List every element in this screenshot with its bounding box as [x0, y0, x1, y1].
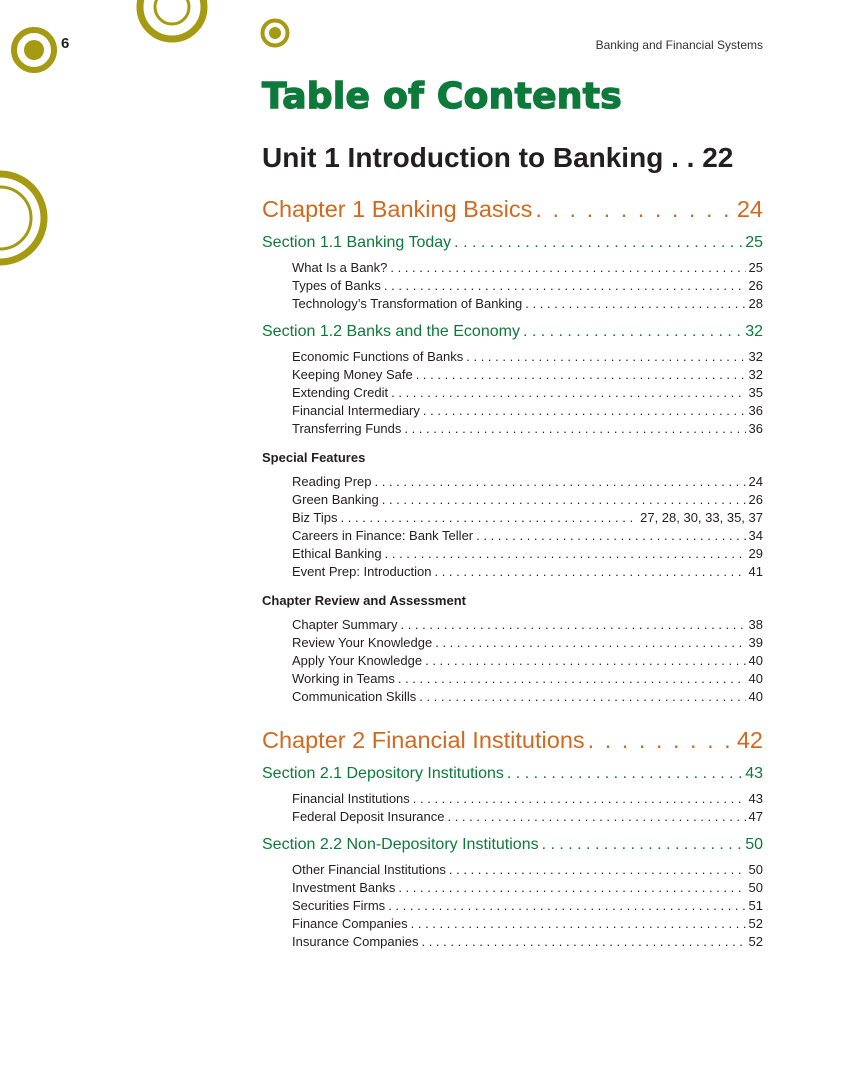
dot-leader	[391, 384, 745, 402]
toc-item-page: 36	[748, 421, 763, 436]
section-page: 43	[745, 765, 763, 782]
toc-item-label: Insurance Companies	[292, 934, 419, 949]
dot-leader	[449, 861, 746, 879]
toc-item-page: 32	[748, 367, 763, 382]
toc-item-label: What Is a Bank?	[292, 260, 388, 275]
dot-leader	[425, 652, 745, 670]
toc-item[interactable]	[262, 897, 763, 915]
dot-leader	[588, 723, 734, 757]
toc-item-label: Financial Intermediary	[292, 403, 420, 418]
ring-icon-header	[259, 17, 291, 49]
ring-icon-small	[9, 25, 59, 75]
toc-item[interactable]	[262, 563, 763, 581]
toc-item-label: Ethical Banking	[292, 546, 382, 561]
chapter-review-heading: Chapter Review and Assessment	[262, 593, 466, 608]
toc-item-label: Finance Companies	[292, 916, 408, 931]
section-1-1-items	[262, 259, 763, 313]
dot-leader	[523, 321, 742, 343]
toc-item-page: 51	[748, 898, 763, 913]
toc-item-label: Types of Banks	[292, 278, 381, 293]
section-2-2-items	[262, 861, 763, 951]
toc-item[interactable]	[262, 915, 763, 933]
dot-leader	[390, 259, 745, 277]
toc-item-page: 29	[748, 546, 763, 561]
toc-item-label: Apply Your Knowledge	[292, 653, 423, 668]
toc-content	[262, 138, 763, 953]
toc-item[interactable]	[262, 384, 763, 402]
dot-leader	[435, 634, 745, 652]
ring-icon-left	[0, 170, 56, 266]
dot-leader	[413, 790, 746, 808]
toc-item-page: 41	[748, 564, 763, 579]
toc-item[interactable]	[262, 527, 763, 545]
section-label: Section 1.2 Banks and the Economy	[262, 323, 520, 340]
toc-item-page: 25	[748, 260, 763, 275]
toc-item[interactable]	[262, 259, 763, 277]
ring-icon-top	[135, 0, 209, 44]
toc-item-label: Financial Institutions	[292, 791, 410, 806]
dot-leader	[454, 232, 742, 254]
toc-item-label: Economic Functions of Banks	[292, 349, 464, 364]
toc-item-label: Event Prep: Introduction	[292, 564, 432, 579]
toc-item-label: Green Banking	[292, 492, 379, 507]
toc-item-page: 52	[748, 934, 763, 949]
toc-item[interactable]	[262, 295, 763, 313]
dot-leader	[476, 527, 745, 545]
section-2-2-entry[interactable]	[262, 834, 763, 856]
chapter-label: Chapter 1 Banking Basics	[262, 196, 533, 222]
section-2-1-entry[interactable]	[262, 763, 763, 785]
dot-leader	[384, 277, 746, 295]
toc-item[interactable]	[262, 808, 763, 826]
special-features-heading: Special Features	[262, 450, 366, 465]
toc-item[interactable]	[262, 348, 763, 366]
dot-leader	[398, 670, 746, 688]
dot-leader	[400, 616, 745, 634]
section-2-1-items	[262, 790, 763, 826]
toc-item-page: 39	[748, 635, 763, 650]
section-page: 32	[745, 323, 763, 340]
toc-item-page: 43	[748, 791, 763, 806]
toc-item[interactable]	[262, 420, 763, 438]
toc-item-page: 26	[748, 278, 763, 293]
toc-item-label: Communication Skills	[292, 689, 417, 704]
toc-item[interactable]	[262, 652, 763, 670]
toc-item[interactable]	[262, 933, 763, 951]
chapter-1-entry[interactable]	[262, 192, 763, 226]
chapter-2-entry[interactable]	[262, 723, 763, 757]
toc-item-page: 40	[748, 671, 763, 686]
toc-item-page: 28	[748, 296, 763, 311]
dot-leader	[398, 879, 745, 897]
toc-item-label: Other Financial Institutions	[292, 862, 446, 877]
toc-item[interactable]	[262, 545, 763, 563]
dot-leader	[507, 763, 742, 785]
chapter-label: Chapter 2 Financial Institutions	[262, 727, 585, 753]
toc-item-label: Chapter Summary	[292, 617, 398, 632]
dot-leader	[466, 348, 745, 366]
toc-item-label: Technology’s Transformation of Banking	[292, 296, 523, 311]
dot-leader	[411, 915, 746, 933]
toc-item[interactable]	[262, 473, 763, 491]
toc-item-label: Keeping Money Safe	[292, 367, 413, 382]
toc-item[interactable]	[262, 366, 763, 384]
dot-leader	[416, 366, 746, 384]
toc-item[interactable]	[262, 861, 763, 879]
section-1-2-entry[interactable]	[262, 321, 763, 343]
toc-item[interactable]	[262, 616, 763, 634]
section-1-2-items	[262, 348, 763, 438]
toc-item[interactable]	[262, 509, 763, 527]
toc-item-page: 50	[748, 862, 763, 877]
toc-item[interactable]	[262, 277, 763, 295]
toc-item[interactable]	[262, 402, 763, 420]
toc-item-page: 35	[748, 385, 763, 400]
toc-item-page: 40	[748, 689, 763, 704]
toc-item-page: 50	[748, 880, 763, 895]
dot-leader	[535, 192, 733, 226]
dot-leader	[447, 808, 745, 826]
dot-leader	[421, 933, 745, 951]
section-label: Section 2.1 Depository Institutions	[262, 765, 504, 782]
toc-item[interactable]	[262, 790, 763, 808]
unit-title: Unit 1 Introduction to Banking . . 22	[262, 142, 734, 173]
section-page: 50	[745, 836, 763, 853]
dot-leader	[434, 563, 745, 581]
chapter-review-items	[262, 616, 763, 706]
toc-item-page: 24	[748, 474, 763, 489]
running-head: Banking and Financial Systems	[595, 38, 763, 52]
toc-item[interactable]	[262, 634, 763, 652]
toc-item-label: Securities Firms	[292, 898, 386, 913]
dot-leader	[388, 897, 745, 915]
toc-item-label: Review Your Knowledge	[292, 635, 433, 650]
toc-item-page: 34	[748, 528, 763, 543]
dot-leader	[382, 491, 746, 509]
page-title: Table of Contents	[262, 76, 622, 117]
page-number: 6	[61, 35, 70, 52]
dot-leader	[375, 473, 746, 491]
toc-item-page: 38	[748, 617, 763, 632]
toc-item[interactable]	[262, 879, 763, 897]
section-1-1-entry[interactable]	[262, 232, 763, 254]
toc-item-page: 32	[748, 349, 763, 364]
toc-item-page: 52	[748, 916, 763, 931]
dot-leader	[404, 420, 745, 438]
section-page: 25	[745, 234, 763, 251]
toc-item-label: Reading Prep	[292, 474, 372, 489]
toc-item[interactable]	[262, 670, 763, 688]
dot-leader	[341, 509, 638, 527]
toc-item-label: Careers in Finance: Bank Teller	[292, 528, 474, 543]
dot-leader	[423, 402, 746, 420]
toc-item-label: Transferring Funds	[292, 421, 402, 436]
dot-leader	[542, 834, 743, 856]
dot-leader	[419, 688, 745, 706]
toc-item-page: 47	[748, 809, 763, 824]
section-label: Section 1.1 Banking Today	[262, 234, 452, 251]
toc-item-label: Federal Deposit Insurance	[292, 809, 445, 824]
toc-item-page: 40	[748, 653, 763, 668]
section-label: Section 2.2 Non-Depository Institutions	[262, 836, 539, 853]
toc-item-label: Extending Credit	[292, 385, 389, 400]
toc-item[interactable]	[262, 688, 763, 706]
dot-leader	[525, 295, 745, 313]
toc-item-label: Investment Banks	[292, 880, 396, 895]
toc-item-label: Biz Tips	[292, 510, 338, 525]
toc-item-page: 36	[748, 403, 763, 418]
dot-leader	[385, 545, 746, 563]
toc-item-label: Working in Teams	[292, 671, 395, 686]
chapter-page: 42	[736, 727, 763, 753]
toc-item[interactable]	[262, 491, 763, 509]
special-features-items	[262, 473, 763, 581]
chapter-page: 24	[736, 196, 763, 222]
toc-item-page: 26	[748, 492, 763, 507]
toc-item-page: 27, 28, 30, 33, 35, 37	[640, 510, 763, 525]
